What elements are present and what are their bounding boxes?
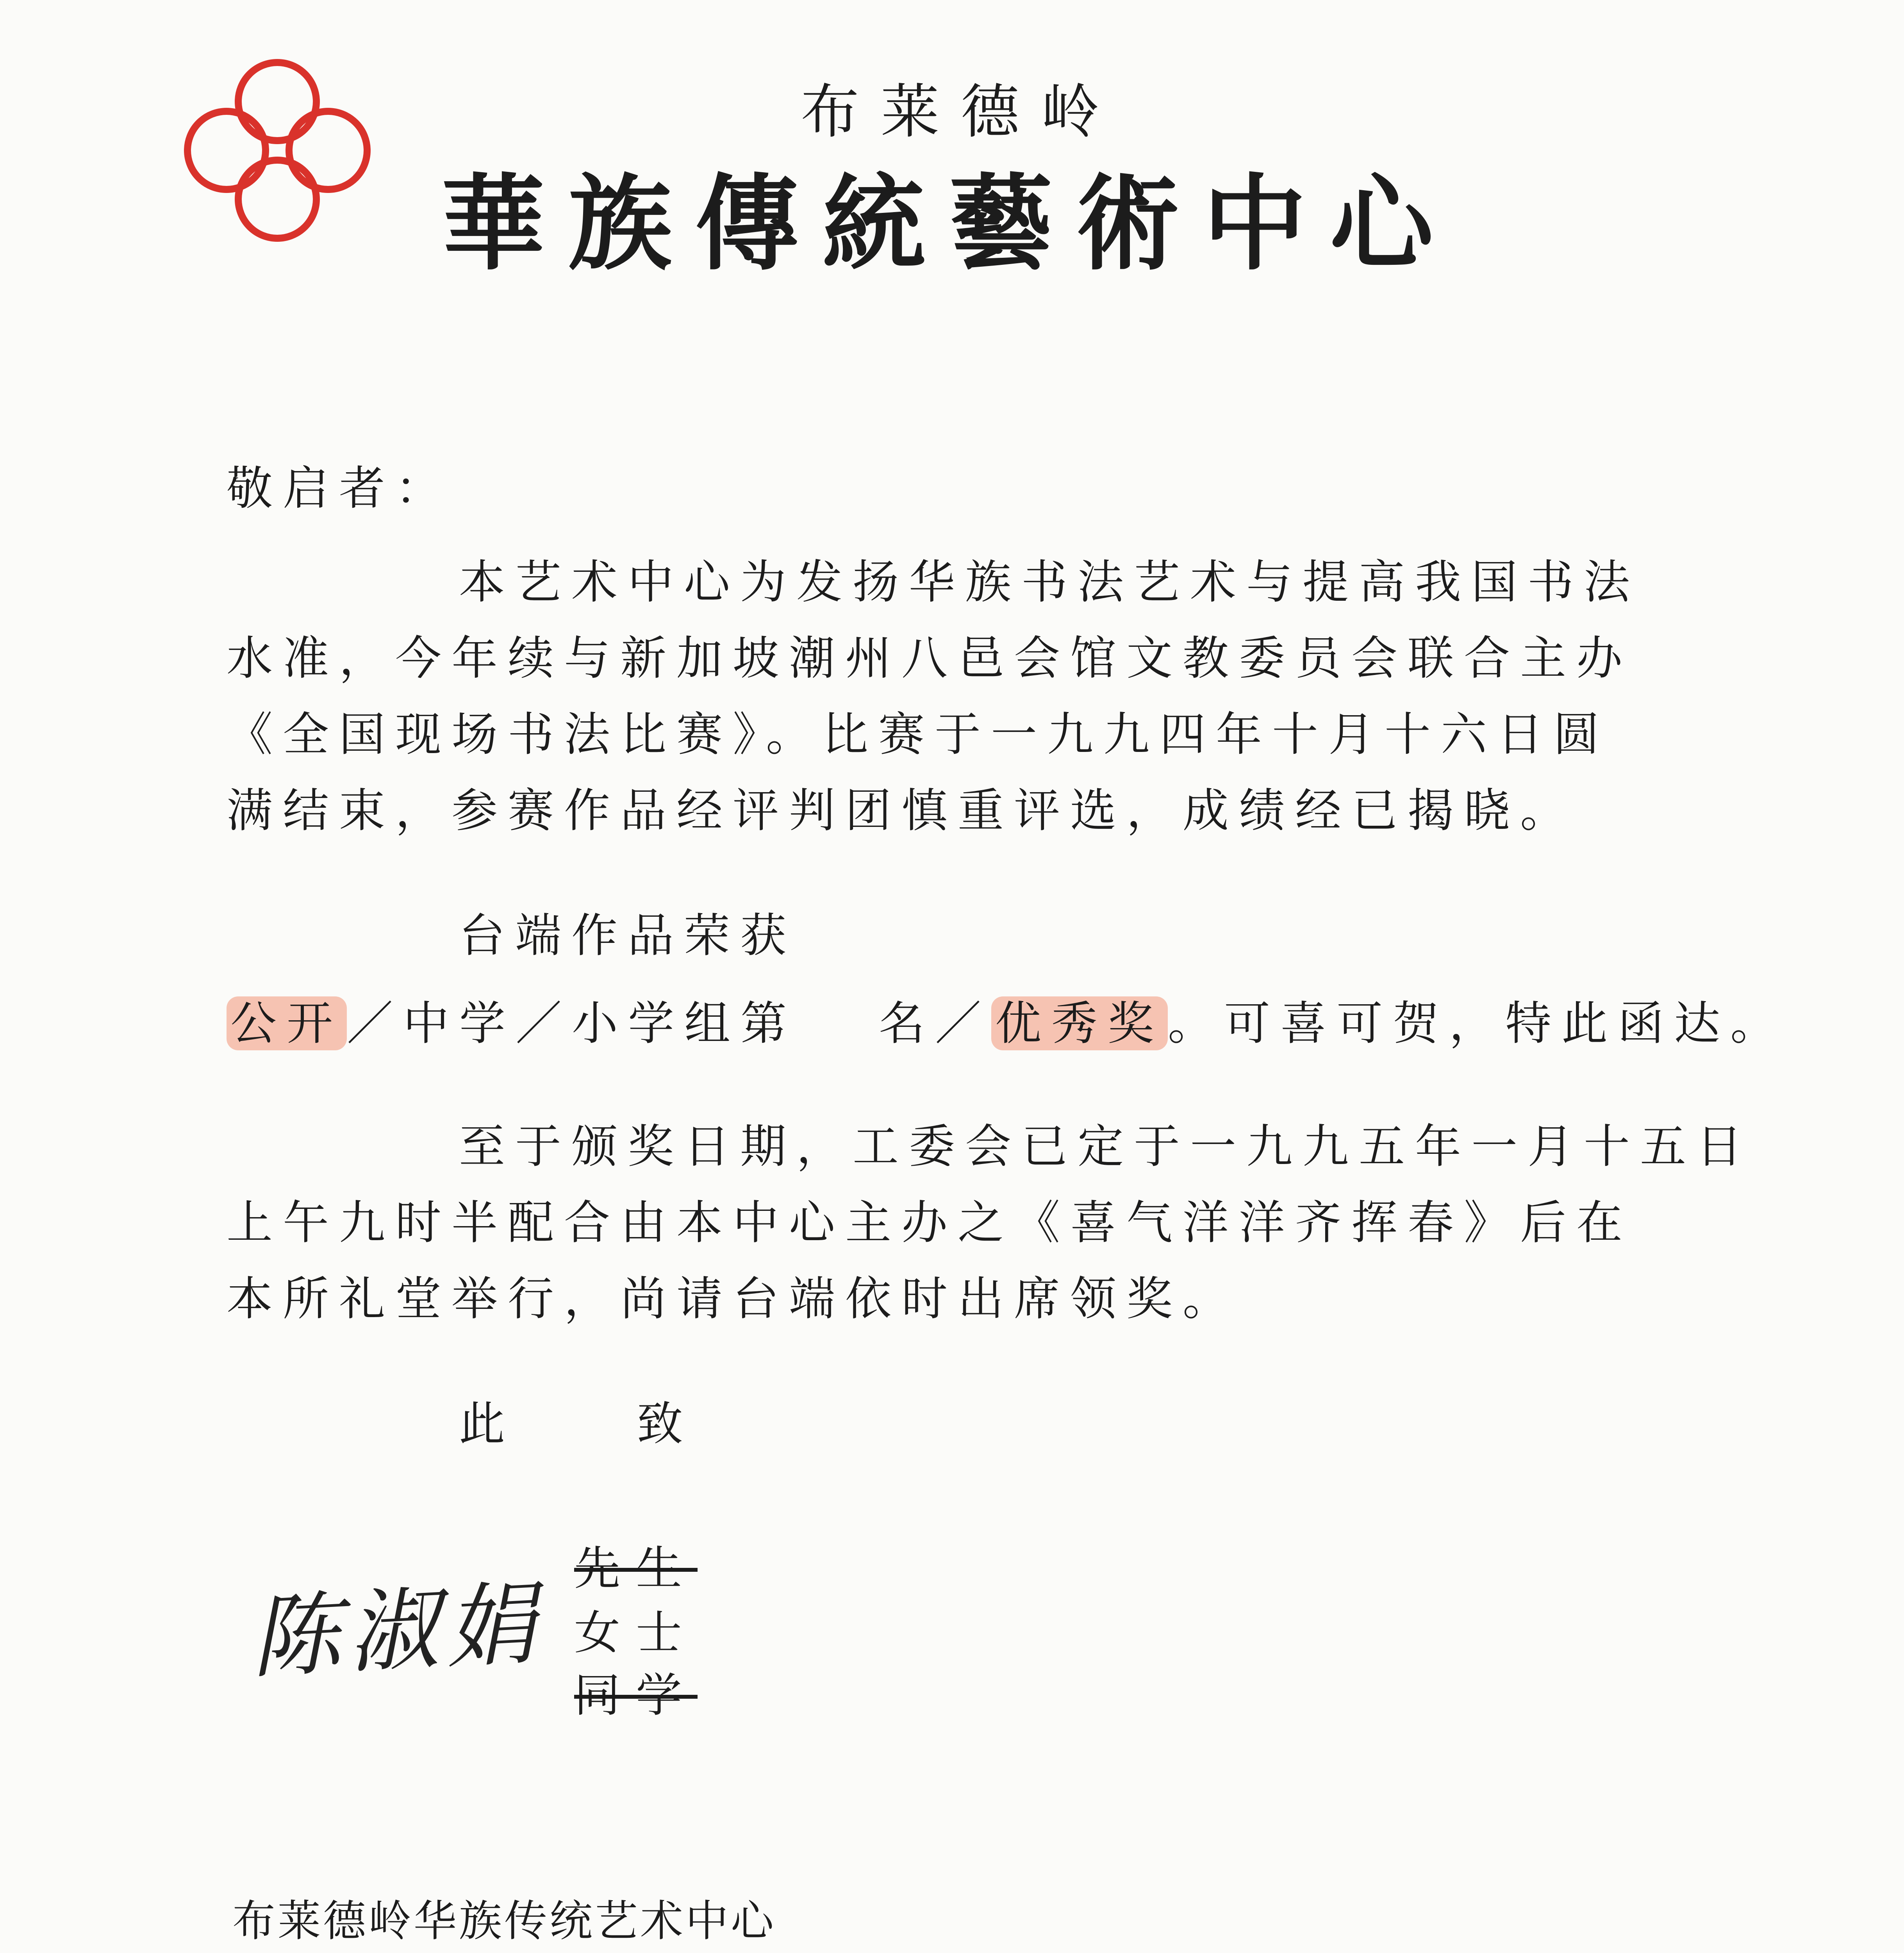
para3-line-2: 上午九时半配合由本中心主办之《喜气洋洋齐挥春》后在 bbox=[227, 1196, 1633, 1250]
award-line bbox=[227, 986, 1786, 1053]
closing-org: 布莱德岭华族传统艺术中心 bbox=[232, 1896, 776, 1946]
regards: 此 致 bbox=[459, 1397, 742, 1451]
para3-line-3: 本所礼堂举行，尚请台端依时出席领奖。 bbox=[227, 1272, 1239, 1326]
para2-intro: 台端作品荣获 bbox=[459, 909, 797, 962]
para1-line-2: 水准，今年续与新加坡潮州八邑会馆文教委员会联合主办 bbox=[227, 631, 1633, 685]
award-rest: 。可喜可贺，特此函达。 bbox=[1168, 996, 1787, 1050]
award-prize-highlight: 优秀奖 bbox=[991, 996, 1168, 1050]
para1-line-4: 满结束，参赛作品经评判团慎重评选，成绩经已揭晓。 bbox=[227, 784, 1577, 837]
interlocking-rings-logo-icon bbox=[184, 59, 371, 242]
letterhead-name: 華族傳統藝術中心 bbox=[441, 163, 1457, 284]
title-mr-struck: 先生 bbox=[574, 1541, 698, 1595]
para3-line-1: 至于颁奖日期，工委会已定于一九九五年一月十五日 bbox=[459, 1119, 1753, 1173]
award-category-rest: ／中学／小学组第 bbox=[347, 996, 797, 1050]
award-place-blank: 名／ bbox=[879, 996, 992, 1050]
recipient-handwritten-name: 陈淑娟 bbox=[248, 1571, 546, 1691]
para1-line-3: 《全国现场书法比赛》。比赛于一九九四年十月十六日圆 bbox=[227, 707, 1610, 761]
para1-line-1: 本艺术中心为发扬华族书法艺术与提高我国书法 bbox=[459, 555, 1640, 609]
award-category-highlight: 公开 bbox=[227, 996, 347, 1050]
letterhead-district: 布莱德岭 bbox=[801, 78, 1121, 146]
greeting: 敬启者： bbox=[227, 461, 452, 515]
title-ms-selected: 女士 bbox=[574, 1606, 698, 1660]
title-student-struck: 同学 bbox=[574, 1668, 698, 1722]
